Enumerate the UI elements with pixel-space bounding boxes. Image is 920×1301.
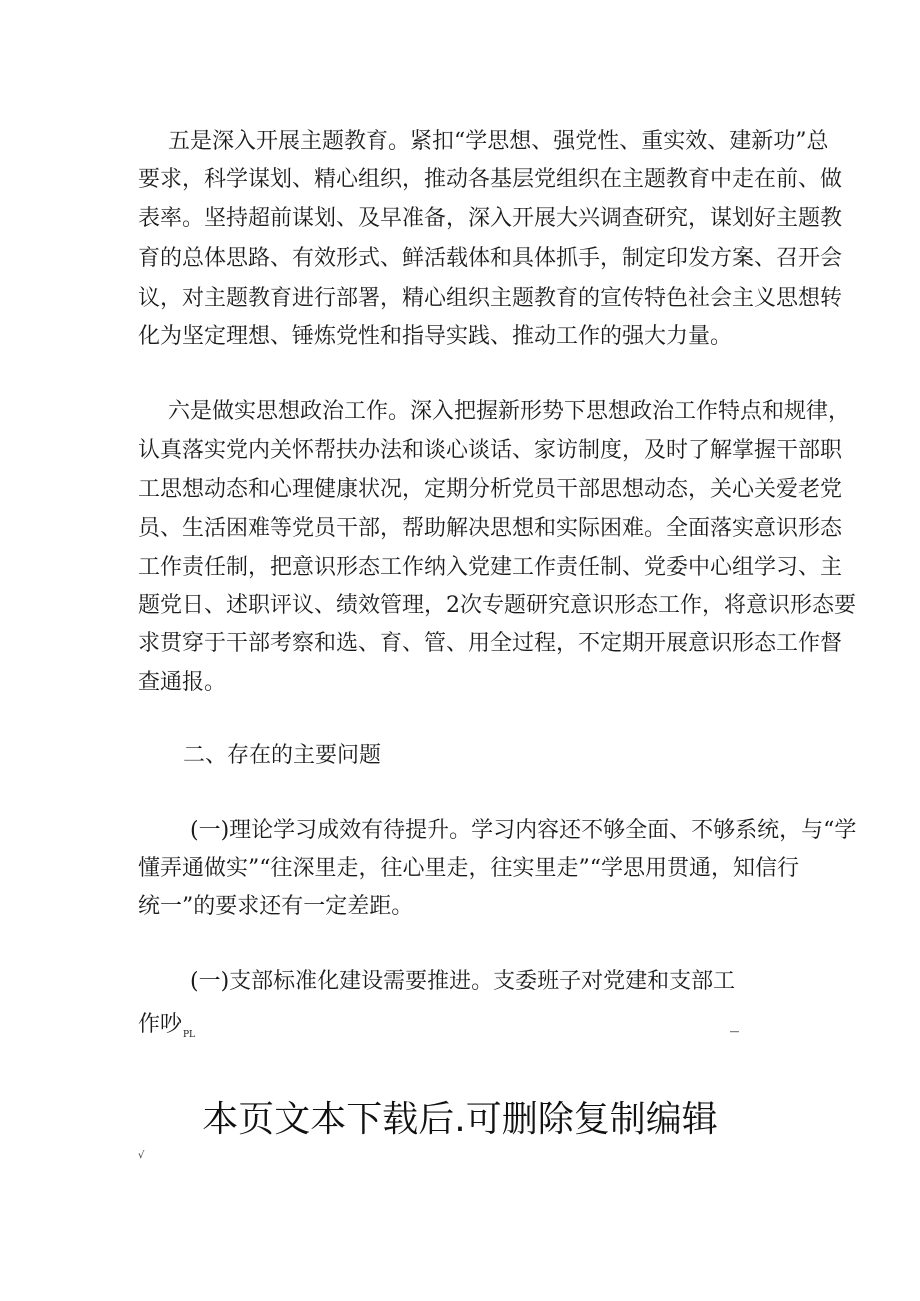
trailing-dash: _: [730, 1012, 739, 1033]
footer-mark: √: [138, 1150, 145, 1161]
download-banner: 本页文本下载后.可删除复制编辑: [202, 1099, 718, 1140]
document-page: 五是深入开展主题教育。紧扣“学思想、强党性、重实效、建新功”总 要求，科学谋划、精心组织，推动各基层党组织在主题教育中走在前、做 表率。坚持超前谋划、及早准备，深入开展大兴调查研究，谋划好主题教 育的总体思路、有效形式、鲜活载体和具体抓手，制定印发方案、召开会 议，对主题教育进行部署，精心组织主题教育的宣传特色社会主义思想转 化为坚定理想、锤炼党性和指导实践、推动工作的强大力量。 六是做实思想政治工作。深入把握新形势下思想政治工作特点和规律， 认真落实党内关怀帮扶办法和谈心谈话、家访制度，及时了解掌握干部职 工思想动态和心理健康状况，定期分析党员干部思想动态，关心关爱老党 员、生活困难等党员干部，帮助解决思想和实际困难。全面落实意识形态 工作责任制，把意识形态工作纳入党建工作责任制、党委中心组学习、主 题党日、述职评议、绩效管理，2次专题研究意识形态工作，将意识形态要 求贯穿于干部考察和选、育、管、用全过程，不定期开展意识形态工作督 查通报。 二、存在的主要问题 (一)理论学习成效有待提升。学习内容还不够全面、不够系统，与“学 懂弄通做实”“往深里走，往心里走，往实里走”“学思用贯通，知信行 统一”的要求还有一定差距。 (一)支部标准化建设需要推进。支委班子对党建和支部工 作吵 PL _ 本页文本下载后.可删除复制编辑 √: [0, 0, 920, 1301]
garbled-mark: PL: [183, 1030, 196, 1040]
